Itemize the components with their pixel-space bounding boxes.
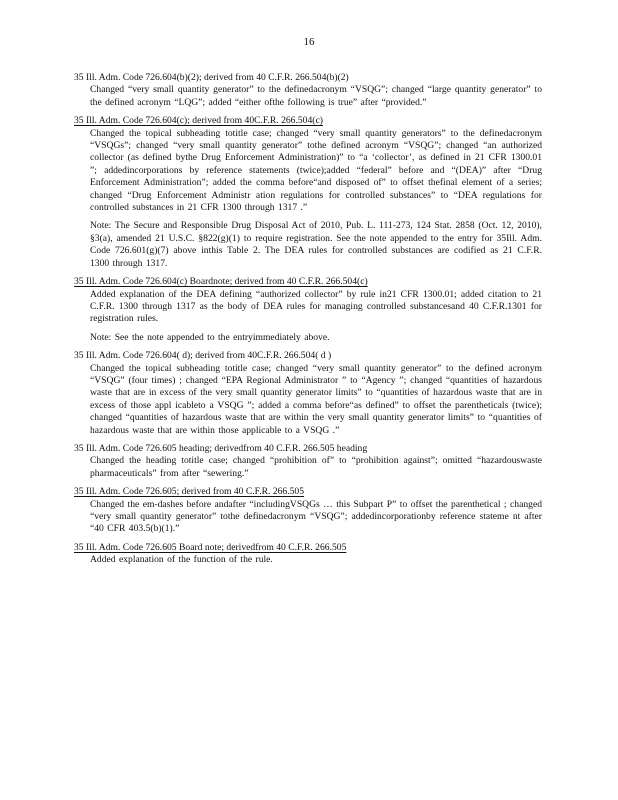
entry-heading: 35 Ill. Adm. Code 726.605 heading; derivedfrom 40 C.F.R. 266.505 heading (74, 442, 368, 454)
table-entry (74, 72, 542, 109)
table-entry (74, 276, 542, 344)
entry-text: Changed the topical subheading totitle case; changed “very small quantity generator” to the defined acronym “VSQG” (four times) ; changed “EPA Regional Administrator ” to “Agency ”; changed “quantities of hazardous waste that are in excess of the very small quantity generator limits” to “quantities of hazardous waste that are in excess of those appl icableto a VSQG ”; added a comma before“as defined” to offset the parentheticals (twice); changed “quantities of hazardous waste that are within the very small quantity generator limits” to “quantities of hazardous waste that are within those applicable to a VSQG .” (90, 362, 542, 436)
table-entry (74, 542, 542, 567)
table-entry (74, 443, 542, 480)
entry-heading: 35 Ill. Adm. Code 726.604(b)(2); derived from 40 C.F.R. 266.504(b)(2) (74, 72, 349, 83)
entry-heading: 35 Ill. Adm. Code 726.604(c); derived from 40C.F.R. 266.504(c) (74, 115, 323, 127)
entry-note: Note: See the note appended to the entryimmediately above. (90, 331, 330, 343)
table-entry (74, 115, 542, 270)
amendment-table (74, 72, 542, 573)
entry-note: Note: The Secure and Responsible Drug Disposal Act of 2010, Pub. L. 111-273, 124 Stat. 2858 (Oct. 12, 2010), §3(a), amended 21 U.S.C. §822(g)(1) to require registration. See the note appended to the entry for 35Ill. Adm. Code 726.601(g)(7) above inthis Table 2. The DEA rules for controlled substances are codified as 21 C.F.R. 1300 through 1317. (90, 220, 542, 269)
table-entry (74, 350, 542, 437)
entry-text: Added explanation of the function of the rule. (90, 554, 273, 566)
table-entry (74, 486, 542, 536)
entry-text: Added explanation of the DEA defining “authorized collector” by rule in21 CFR 1300.01; added citation to 21 C.F.R. 1300 through 1317 as the body of DEA rules for managing controlled substancesand 40 C.F.R.1301 for registration rules. (90, 288, 542, 325)
entry-heading: 35 Ill. Adm. Code 726.605; derived from 40 C.F.R. 266.505 (74, 486, 305, 498)
page-number: 16 (303, 36, 315, 48)
entry-text: Changed the topical subheading totitle case; changed “very small quantity generators” to the definedacronym “VSQGs”; changed “very small quantity generator” tothe defined acronym “VSQG”; changed “an authorized collector (as defined bythe Drug Enforcement Administration)” to “a ‘collector’, as defined in 21 CFR 1300.01 ”; addedincorporations by reference statements (twice);added “federal” before and “(DEA)” after “Drug Enforcement Administration”; added the comma before“and disposed of” to offset thefinal element of a series; changed “Drug Enforcement Administr ation regulations for controlled substances” to “DEA regulations for controlled substances in 21 CFR 1300 through 1317 .” (90, 127, 542, 214)
entry-heading: 35 Ill. Adm. Code 726.605 Board note; derivedfrom 40 C.F.R. 266.505 (74, 541, 347, 553)
entry-heading: 35 Ill. Adm. Code 726.604(c) Boardnote; derived from 40 C.F.R. 266.504(c) (74, 276, 368, 288)
entry-text: Changed the heading totitle case; changed “prohibition of” to “prohibition against”; omitted “hazardouswaste pharmaceuticals” from after “sewering.” (90, 455, 542, 479)
entry-text: Changed the em-dashes before andafter “includingVSQGs … this Subpart P” to offset the parenthetical ; changed “very small quantity generator” tothe definedacronym “VSQG”; addedincorporationby reference stateme nt after “40 CFR 403.5(b)(1).” (90, 498, 542, 535)
entry-heading: 35 Ill. Adm. Code 726.604( d); derived from 40C.F.R. 266.504( d ) (74, 350, 332, 362)
entry-text: Changed “very small quantity generator” to the definedacronym “VSQG”; changed “large quantity generator” to the defined acronym “LQG”; added “either ofthe following is true” after “provided.” (90, 84, 542, 108)
